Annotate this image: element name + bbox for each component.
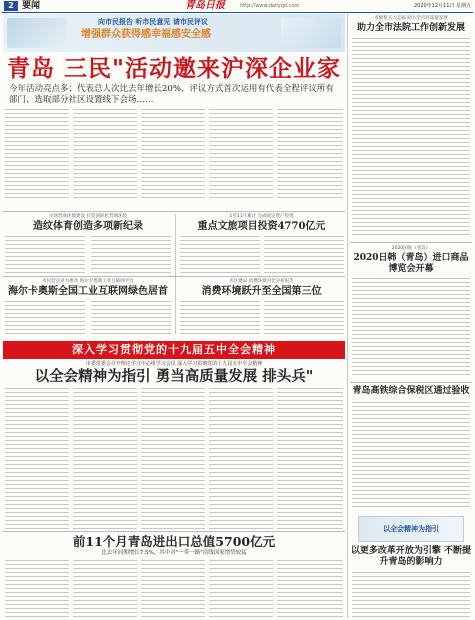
lead-banner-decoration-left — [7, 18, 67, 48]
story-text — [352, 38, 470, 238]
lead-kicker: 向市民报告 听市民意见 请市民评议 — [98, 18, 208, 26]
story-text — [141, 388, 205, 530]
lead-banner-slogan: 增强群众获得感幸福感安全感 — [81, 29, 211, 40]
right-story-headline: 以更多改革开放为引擎 不断提升青岛的影响力 — [350, 546, 472, 567]
page-number: 2 — [4, 1, 18, 11]
story-kicker: 市民营企业力推动 海尔卡奥斯工业互联网平台 — [42, 279, 134, 284]
story-text — [352, 402, 470, 510]
story-headline: 海尔卡奥斯全国工业互联网绿色居首 — [8, 286, 168, 297]
story-kicker: 1至11月累计 完成固定资产投资 — [229, 214, 294, 219]
story-kicker: 市住建局 消费环境对比分析报告 — [229, 279, 294, 284]
story-text — [5, 301, 85, 337]
trade-headline: 前11个月青岛进出口总值5700亿元 — [72, 534, 276, 549]
story-investment — [178, 214, 345, 274]
lead-text-column — [5, 109, 69, 201]
lead-banner-decoration-right — [281, 18, 341, 48]
story-text — [352, 278, 470, 378]
section-divider — [350, 382, 472, 383]
lead-banner — [3, 14, 345, 52]
lead-story — [3, 14, 345, 210]
column-divider — [347, 14, 348, 618]
section-subheadline: 市委常委会召开理论学习中心组学习会议 深入学习贯彻党的十九届五中全会精神 — [85, 361, 263, 367]
story-text — [264, 236, 344, 274]
story-consumption — [178, 279, 345, 337]
story-text — [141, 560, 205, 618]
story-text — [5, 236, 85, 274]
newspaper-url: http://www.dailyqd.com — [240, 3, 300, 9]
section-banner — [3, 341, 345, 359]
story-headline: 造纹体育创造多项新纪录 — [33, 221, 143, 232]
newspaper-logo: 青岛日报 — [185, 0, 225, 11]
story-text — [5, 388, 69, 530]
masthead — [0, 0, 475, 12]
story-text — [5, 560, 69, 618]
trade-story-body — [3, 560, 345, 618]
right-column — [350, 14, 472, 620]
story-text — [180, 301, 260, 337]
section-banner-title: 深入学习贯彻党的十九届五中全会精神 — [72, 343, 276, 356]
promo-text: 以全会精神为指引 — [383, 525, 439, 533]
lead-text-column — [73, 109, 137, 201]
story-text — [277, 388, 343, 530]
masthead-date: 2020年12月11日 星期五 — [413, 3, 471, 9]
story-text — [91, 301, 171, 337]
lead-text-column — [277, 109, 343, 201]
lead-text-column — [209, 109, 273, 201]
masthead-rule — [2, 12, 473, 13]
story-sports — [3, 214, 173, 274]
right-story-kicker: 市级机关大走廊 助力全市高质量发展 — [374, 16, 448, 21]
section-divider — [3, 531, 345, 532]
story-haier — [3, 279, 173, 337]
story-headline: 消费环境跃升至全国第三位 — [201, 286, 322, 297]
story-text — [209, 388, 273, 530]
lead-headline: 青岛 三民"活动邀来沪深企业家 — [7, 55, 341, 82]
right-story-headline: 青岛高铁综合保税区通过验收 — [352, 386, 470, 396]
plenum-story-body — [3, 388, 345, 530]
story-text — [91, 236, 171, 274]
story-text — [73, 560, 137, 618]
lead-text-column — [141, 109, 205, 201]
right-story-headline: 助力全市法院工作创新发展 — [356, 23, 465, 33]
story-text — [264, 301, 344, 337]
lead-deck: 今年活动亮点多：代表总人次比去年增长20%、评议方式首次运用有代表全程评议所有部门、选取部分社区设置线下会场…… — [9, 84, 334, 105]
story-headline: 重点文旅项目投资4770亿元 — [197, 221, 326, 232]
story-kicker: 市场营商环境建设 打造国际化营商环境 — [49, 214, 127, 219]
column-divider — [175, 214, 176, 334]
promo-box — [358, 516, 464, 542]
section-divider — [3, 276, 345, 277]
story-text — [73, 388, 137, 530]
story-text — [352, 572, 470, 618]
story-text — [209, 560, 273, 618]
right-story-headline: 2020日韩（青岛）进口商品博览会开幕 — [353, 253, 469, 274]
story-text — [180, 236, 260, 274]
section-divider — [350, 242, 472, 243]
story-text — [277, 560, 343, 618]
trade-subheadline: 比去年同期增长7.5%，其中对"一带一路"沿线国家增势较猛 — [101, 550, 247, 556]
section-name: 要闻 — [22, 1, 41, 11]
section-headline: 以全会精神为指引 勇当高质量发展 排头兵" — [34, 368, 314, 385]
right-story-kicker: 2020国际（青岛） — [391, 246, 431, 251]
section-divider — [3, 211, 345, 212]
